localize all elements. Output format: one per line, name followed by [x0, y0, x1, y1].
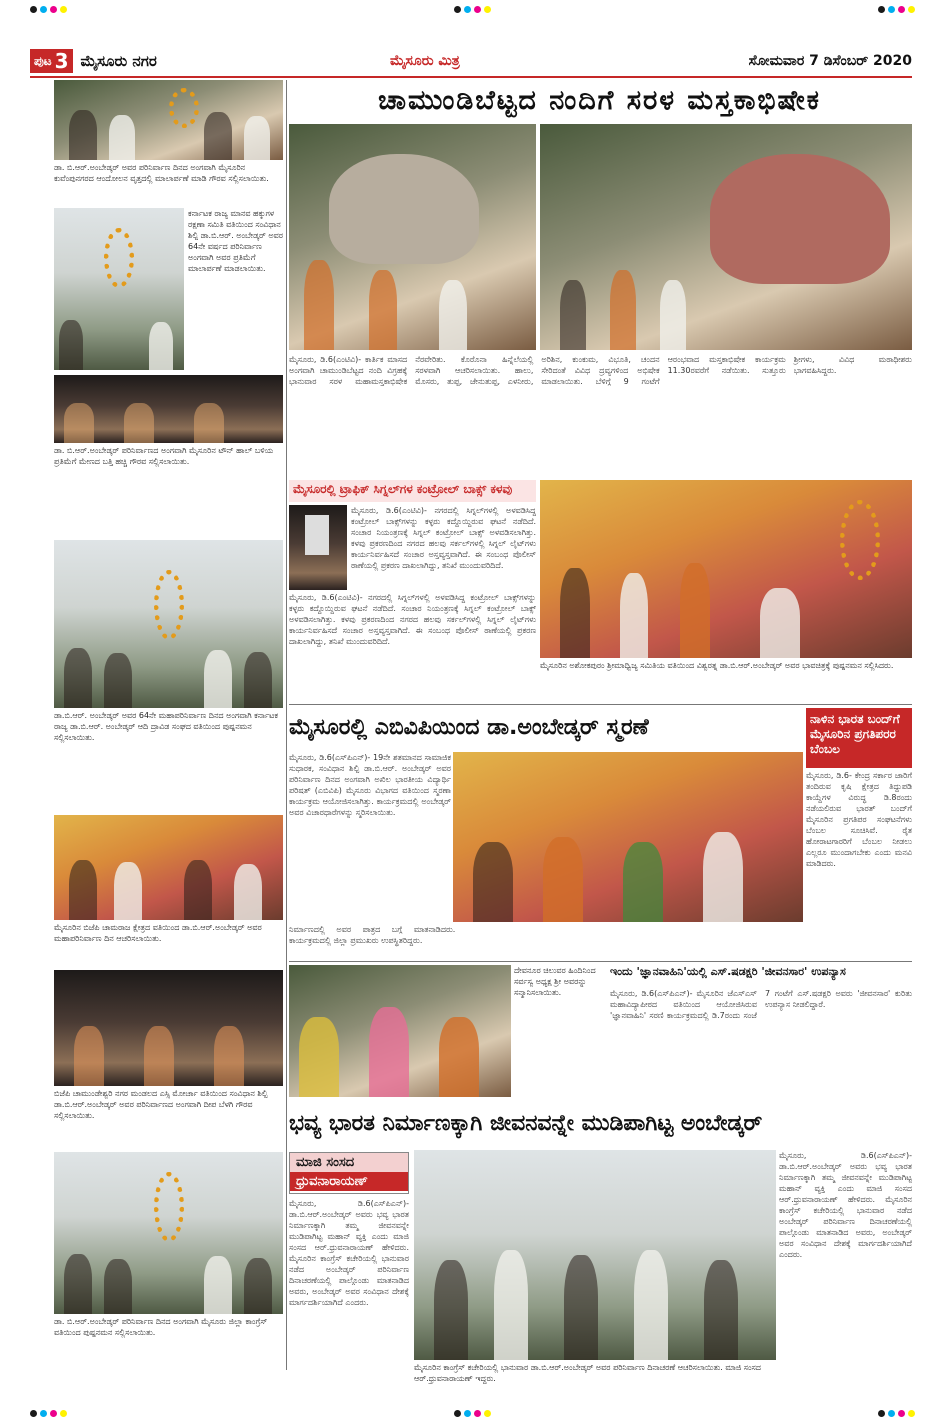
headline-abvp: ಮೈಸೂರಲ್ಲಿ ಎಬಿವಿಪಿಯಿಂದ ಡಾ.ಅಂಬೇಡ್ಕರ್ ಸ್ಮರಣೆ	[289, 715, 649, 740]
box-line-1: ಮಾಜಿ ಸಂಸದ	[290, 1153, 408, 1172]
photo-signal-box	[289, 505, 347, 590]
top-registration-marks	[30, 6, 915, 16]
story-abvp: ಮೈಸೂರು, ಡಿ.6(ಎಸ್‌ಪಿಎನ್)- 19ನೇ ಶತಮಾನದ ಸಾಮಾಜಿಕ ಸುಧಾರಕ, ಸಂವಿಧಾನ ಶಿಲ್ಪಿ ಡಾ.ಬಿ.ಆರ್. ಅಂಬೇಡ್ಕರ್ ಅವರ ಪರಿನಿರ್ವಾಣ ದಿನದ ಅಂಗವಾಗಿ ಅಖಿಲ ಭಾರತೀಯ ವಿದ್ಯಾರ್ಥಿ ಪರಿಷತ್ (ಎಬಿವಿಪಿ) ಮೈಸೂರು ವಿಭಾಗದ ವತಿಯಿಂದ ಸ್ಮರಣಾ ಕಾರ್ಯಕ್ರಮ ಆಯೋಜಿಸಲಾಗಿತ್ತು. ಕಾರ್ಯಕ್ರಮದಲ್ಲಿ ಅಂಬೇಡ್ಕರ್ ಅವರ ವಿಚಾರಧಾರೆಗಳನ್ನು ಸ್ಮರಿಸಲಾಯಿತು.	[289, 753, 451, 817]
story-bhavya-col1: ಮೈಸೂರು, ಡಿ.6(ಎಸ್‌ಪಿಎನ್)- ಡಾ.ಬಿ.ಆರ್.ಅಂಬೇಡ್ಕರ್ ಅವರು ಭವ್ಯ ಭಾರತ ನಿರ್ಮಾಣಕ್ಕಾಗಿ ತಮ್ಮ ಜೀವನವನ್ನೇ ಮುಡಿಪಾಗಿಟ್ಟ ಮಹಾನ್ ವ್ಯಕ್ತಿ ಎಂದು ಮಾಜಿ ಸಂಸದ ಆರ್.ಧ್ರುವನಾರಾಯಣ್ ಹೇಳಿದರು. ಮೈಸೂರಿನ ಕಾಂಗ್ರೆಸ್ ಕಚೇರಿಯಲ್ಲಿ ಭಾನುವಾರ ನಡೆದ ಅಂಬೇಡ್ಕರ್ ಪರಿನಿರ್ವಾಣ ದಿನಾಚರಣೆಯಲ್ಲಿ ಪಾಲ್ಗೊಂಡು ಮಾತನಾಡಿದ ಅವರು, ಅಂಬೇಡ್ಕರ್ ಅವರ ಸಂವಿಧಾನ ದೇಶಕ್ಕೆ ಮಾರ್ಗದರ್ಶಿಯಾಗಿದೆ ಎಂದರು.	[289, 1199, 409, 1307]
photo-swamiji-felicitation	[289, 965, 511, 1097]
column-divider	[286, 80, 287, 1370]
page-label: ಪುಟ	[34, 53, 52, 68]
photo-ashokapuram-event	[540, 480, 912, 658]
headline-gnanavahini: ಇಂದು 'ಜ್ಞಾನವಾಹಿನಿ'ಯಲ್ಲಿ ಎಸ್.ಷಡಕ್ಷರಿ 'ಜೀವನಸಾರ' ಉಪನ್ಯಾಸ	[610, 965, 846, 978]
headline-bhavya: ಭವ್ಯ ಭಾರತ ನಿರ್ಮಾಣಕ್ಕಾಗಿ ಜೀವನವನ್ನೇ ಮುಡಿಪಾಗಿಟ್ಟ ಅಂಬೇಡ್ಕರ್	[289, 1111, 763, 1136]
caption-7: ಡಾ. ಬಿ.ಆರ್.ಅಂಬೇಡ್ಕರ್ ಪರಿನಿರ್ವಾಣ ದಿನದ ಅಂಗವಾಗಿ ಮೈಸೂರು ಜಿಲ್ಲಾ ಕಾಂಗ್ರೆಸ್ ವತಿಯಿಂದ ಪುಷ್ಪನಮನ ಸಲ್ಲಿಸಲಾಯಿತು.	[54, 1317, 268, 1337]
caption-4: ಡಾ.ಬಿ.ಆರ್. ಅಂಬೇಡ್ಕರ್ ಅವರ 64ನೇ ಮಹಾಪರಿನಿರ್ವಾಣ ದಿನದ ಅಂಗವಾಗಿ ಕರ್ನಾಟಕ ರಾಜ್ಯ ಡಾ.ಬಿ.ಆರ್. ಅಂಬೇಡ್ಕರ್ ಆದಿ ದ್ರಾವಿಡ ಸಂಘದ ವತಿಯಿಂದ ಪುಷ್ಪನಮನ ಸಲ್ಲಿಸಲಾಯಿತು.	[54, 711, 278, 742]
caption-3: ಡಾ. ಬಿ.ಆರ್.ಅಂಬೇಡ್ಕರ್ ಪರಿನಿರ್ವಾಣದ ಅಂಗವಾಗಿ ಮೈಸೂರಿನ ಟೌನ್ ಹಾಲ್ ಬಳಿಯ ಪ್ರತಿಮೆಗೆ ಮೇಣದ ಬತ್ತಿ ಹಚ್ಚಿ ಗೌರವ ಸಲ್ಲಿಸಲಾಯಿತು.	[54, 446, 274, 466]
story-traffic-top: ಮೈಸೂರು, ಡಿ.6(ಎಂಟಿವಿ)- ನಗರದಲ್ಲಿ ಸಿಗ್ನಲ್‌ಗಳಲ್ಲಿ ಅಳವಡಿಸಿದ್ದ ಕಂಟ್ರೋಲ್ ಬಾಕ್ಸ್‌ಗಳನ್ನು ಕಳ್ಳರು ಕದ್ದೊಯ್ದಿರುವ ಘಟನೆ ನಡೆದಿದೆ. ಸಂಚಾರ ನಿಯಂತ್ರಣಕ್ಕೆ ಸಿಗ್ನಲ್ ಕಂಟ್ರೋಲ್ ಬಾಕ್ಸ್ ಅಳವಡಿಸಲಾಗಿತ್ತು. ಕಳವು ಪ್ರಕರಣದಿಂದ ನಗರದ ಹಲವು ಸರ್ಕಲ್‌ಗಳಲ್ಲಿ ಸಿಗ್ನಲ್ ಲೈಟ್‌ಗಳು ಕಾರ್ಯನಿರ್ವಹಿಸದೆ ಸಂಚಾರ ಅಸ್ತವ್ಯಸ್ತವಾಗಿದೆ. ಈ ಸಂಬಂಧ ಪೊಲೀಸ್ ಠಾಣೆಯಲ್ಲಿ ಪ್ರಕರಣ ದಾಖಲಾಗಿದ್ದು, ತನಿಖೆ ಮುಂದುವರಿದಿದೆ.	[351, 506, 536, 570]
page-header	[30, 47, 912, 75]
section-name: ಮೈಸೂರು ನಗರ	[80, 52, 157, 70]
headline-traffic: ಮೈಸೂರಲ್ಲಿ ಟ್ರಾಫಿಕ್ ಸಿಗ್ನಲ್‌ಗಳ ಕಂಟ್ರೋಲ್ ಬಾಕ್ಸ್ ಕಳವು	[289, 480, 536, 502]
page-number: 3	[54, 49, 69, 73]
headline-bandh: ನಾಳಿನ ಭಾರತ ಬಂದ್‌ಗೆ ಮೈಸೂರಿನ ಪ್ರಗತಿಪರರ ಬೆಂಬಲ	[806, 708, 912, 768]
page-number-badge	[30, 49, 73, 73]
caption-1: ಡಾ. ಬಿ.ಆರ್.ಅಂಬೇಡ್ಕರ್ ಅವರ ಪರಿನಿರ್ವಾಣ ದಿನದ ಅಂಗವಾಗಿ ಮೈಸೂರಿನ ಕುವೆಂಪುನಗರದ ಆಂದೋಲನ ವೃತ್ತದಲ್ಲಿ ಮಾಲಾರ್ಪಣೆ ಮಾಡಿ ಗೌರವ ಸಲ್ಲಿಸಲಾಯಿತು.	[54, 163, 269, 183]
photo-lamp-lighting	[54, 970, 283, 1086]
photo-statue-tribute-1	[54, 80, 283, 160]
story-bandh: ಮೈಸೂರು, ಡಿ.6- ಕೇಂದ್ರ ಸರ್ಕಾರ ಜಾರಿಗೆ ತಂದಿರುವ ಕೃಷಿ ಕ್ಷೇತ್ರದ ತಿದ್ದುಪಡಿ ಕಾಯ್ದೆಗಳ ವಿರುದ್ಧ ಡಿ.8ರಂದು ನಡೆಯಲಿರುವ ಭಾರತ್ ಬಂದ್‌ಗೆ ಮೈಸೂರಿನ ಪ್ರಗತಿಪರ ಸಂಘಟನೆಗಳು ಬೆಂಬಲ ಸೂಚಿಸಿವೆ. ರೈತ ಹೋರಾಟಗಾರರಿಗೆ ಬೆಂಬಲ ನೀಡಲು ಎಲ್ಲರೂ ಮುಂದಾಗಬೇಕು ಎಂದು ಮನವಿ ಮಾಡಿದರು.	[806, 771, 912, 868]
caption-6: ಬಿಜೆಪಿ ಚಾಮುಂಡೇಶ್ವರಿ ನಗರ ಮಂಡಲದ ಎಸ್ಸಿ ಮೋರ್ಚಾ ವತಿಯಿಂದ ಸಂವಿಧಾನ ಶಿಲ್ಪಿ ಡಾ.ಬಿ.ಆರ್.ಅಂಬೇಡ್ಕರ್ ಅವರ ಪರಿನಿರ್ವಾಣದ ಅಂಗವಾಗಿ ದೀಪ ಬೆಳಗಿ ಗೌರವ ಸಲ್ಲಿಸಲಾಯಿತು.	[54, 1089, 268, 1120]
header-rule	[30, 76, 912, 78]
caption-10: ದೇವನೂರ ಚಿಲುವರ ಹಿಂದಿನಿಂದ ಸರ್ವಸ್ವ ಅಧ್ಯಕ್ಷ ಶ್ರೀ ಅವರನ್ನು ಸನ್ಮಾನಿಸಲಾಯಿತು.	[514, 966, 596, 997]
divider-2	[289, 961, 912, 962]
bottom-registration-marks	[30, 1410, 915, 1420]
caption-11: ಮೈಸೂರಿನ ಕಾಂಗ್ರೆಸ್ ಕಚೇರಿಯಲ್ಲಿ ಭಾನುವಾರ ಡಾ.ಬಿ.ಆರ್.ಅಂಬೇಡ್ಕರ್ ಅವರ ಪರಿನಿರ್ವಾಣ ದಿನಾಚರಣೆ ಆಚರಿಸಲಾಯಿತು. ಮಾಜಿ ಸಂಸದ ಆರ್.ಧ್ರುವನಾರಾಯಣ್ ಇದ್ದರು.	[414, 1363, 761, 1383]
photo-abvp-event	[453, 752, 803, 922]
caption-8: ಮೈಸೂರಿನ ಅಶೋಕಪುರಂ ಶ್ರೀಮಾಧ್ವಿಜ್ಯ ಸಮಿತಿಯ ವತಿಯಿಂದ ವಿಶ್ವರತ್ನ ಡಾ.ಬಿ.ಆರ್.ಅಂಬೇಡ್ಕರ್ ಅವರ ಭಾವಚಿತ್ರಕ್ಕೆ ಪುಷ್ಪನಮನ ಸಲ್ಲಿಸಿದರು.	[540, 661, 894, 670]
story-traffic-more: ಮೈಸೂರು, ಡಿ.6(ಎಂಟಿವಿ)- ನಗರದಲ್ಲಿ ಸಿಗ್ನಲ್‌ಗಳಲ್ಲಿ ಅಳವಡಿಸಿದ್ದ ಕಂಟ್ರೋಲ್ ಬಾಕ್ಸ್‌ಗಳನ್ನು ಕಳ್ಳರು ಕದ್ದೊಯ್ದಿರುವ ಘಟನೆ ನಡೆದಿದೆ. ಸಂಚಾರ ನಿಯಂತ್ರಣಕ್ಕೆ ಸಿಗ್ನಲ್ ಕಂಟ್ರೋಲ್ ಬಾಕ್ಸ್ ಅಳವಡಿಸಲಾಗಿತ್ತು. ಕಳವು ಪ್ರಕರಣದಿಂದ ನಗರದ ಹಲವು ಸರ್ಕಲ್‌ಗಳಲ್ಲಿ ಸಿಗ್ನಲ್ ಲೈಟ್‌ಗಳು ಕಾರ್ಯನಿರ್ವಹಿಸದೆ ಸಂಚಾರ ಅಸ್ತವ್ಯಸ್ತವಾಗಿದೆ. ಈ ಸಂಬಂಧ ಪೊಲೀಸ್ ಠಾಣೆಯಲ್ಲಿ ಪ್ರಕರಣ ದಾಖಲಾಗಿದ್ದು, ತನಿಖೆ ಮುಂದುವರಿದಿದೆ.	[289, 593, 536, 646]
box-line-2: ಧ್ರುವನಾರಾಯಣ್	[290, 1172, 408, 1191]
issue-date: ಸೋಮವಾರ 7 ಡಿಸೆಂಬರ್ 2020	[748, 53, 912, 69]
caption-2: ಕರ್ನಾಟಕ ರಾಜ್ಯ ಮಾನವ ಹಕ್ಕುಗಳ ರಕ್ಷಣಾ ಸಮಿತಿ ವತಿಯಿಂದ ಸಂವಿಧಾನ ಶಿಲ್ಪಿ ಡಾ.ಬಿ.ಆರ್. ಅಂಬೇಡ್ಕರ್ ಅವರ 64ನೇ ವರ್ಷದ ಪರಿನಿರ್ವಾಣ ಅಂಗವಾಗಿ ಅವರ ಪ್ರತಿಮೆಗೆ ಮಾಲಾರ್ಪಣೆ ಮಾಡಲಾಯಿತು.	[188, 209, 283, 273]
caption-5: ಮೈಸೂರಿನ ಬಿಜೆಪಿ ಚಾಮರಾಜ ಕ್ಷೇತ್ರದ ವತಿಯಿಂದ ಡಾ.ಬಿ.ಆರ್.ಅಂಬೇಡ್ಕರ್ ಅವರ ಮಹಾಪರಿನಿರ್ವಾಣ ದಿನ ಆಚರಿಸಲಾಯಿತು.	[54, 923, 262, 943]
photo-statue-tribute-2	[54, 208, 184, 370]
headline-nandi: ಚಾಮುಂಡಿಬೆಟ್ಟದ ನಂದಿಗೆ ಸರಳ ಮಸ್ತಕಾಭಿಷೇಕ	[378, 85, 821, 116]
story-bhavya-col2: ಮೈಸೂರು, ಡಿ.6(ಎಸ್‌ಪಿಎನ್)- ಡಾ.ಬಿ.ಆರ್.ಅಂಬೇಡ್ಕರ್ ಅವರು ಭವ್ಯ ಭಾರತ ನಿರ್ಮಾಣಕ್ಕಾಗಿ ತಮ್ಮ ಜೀವನವನ್ನೇ ಮುಡಿಪಾಗಿಟ್ಟ ಮಹಾನ್ ವ್ಯಕ್ತಿ ಎಂದು ಮಾಜಿ ಸಂಸದ ಆರ್.ಧ್ರುವನಾರಾಯಣ್ ಹೇಳಿದರು. ಮೈಸೂರಿನ ಕಾಂಗ್ರೆಸ್ ಕಚೇರಿಯಲ್ಲಿ ಭಾನುವಾರ ನಡೆದ ಅಂಬೇಡ್ಕರ್ ಪರಿನಿರ್ವಾಣ ದಿನಾಚರಣೆಯಲ್ಲಿ ಪಾಲ್ಗೊಂಡು ಮಾತನಾಡಿದ ಅವರು, ಅಂಬೇಡ್ಕರ್ ಅವರ ಸಂವಿಧಾನ ದೇಶಕ್ಕೆ ಮಾರ್ಗದರ್ಶಿಯಾಗಿದೆ ಎಂದರು.	[779, 1151, 912, 1259]
photo-bjp-tribute	[54, 815, 283, 920]
photo-congress-tribute	[54, 1152, 283, 1314]
photo-candle-tribute	[54, 375, 283, 443]
story-nandi: ಮೈಸೂರು, ಡಿ.6(ಎಂಟಿವಿ)- ಕಾರ್ತಿಕ ಮಾಸದ ಅಂಗವಾಗಿ ಚಾಮುಂಡಿಬೆಟ್ಟದ ನಂದಿ ವಿಗ್ರಹಕ್ಕೆ ಭಾನುವಾರ ಸರಳ ಮಹಾಮಸ್ತಕಾಭಿಷೇಕ ನೆರವೇರಿತು. ಕೊರೊನಾ ಹಿನ್ನೆಲೆಯಲ್ಲಿ ಸರಳವಾಗಿ ಆಚರಿಸಲಾಯಿತು. ಹಾಲು, ಮೊಸರು, ತುಪ್ಪ, ಜೇನುತುಪ್ಪ, ಎಳನೀರು, ಅರಿಶಿನ, ಕುಂಕುಮ, ವಿಭೂತಿ, ಚಂದನ ಸೇರಿದಂತೆ ವಿವಿಧ ದ್ರವ್ಯಗಳಿಂದ ಅಭಿಷೇಕ ಮಾಡಲಾಯಿತು. ಬೆಳಿಗ್ಗೆ 9 ಗಂಟೆಗೆ ಆರಂಭವಾದ ಮಸ್ತಕಾಭಿಷೇಕ ಕಾರ್ಯಕ್ರಮ 11.30ರವರೆಗೆ ನಡೆಯಿತು. ಸುತ್ತೂರು ಶ್ರೀಗಳು, ವಿವಿಧ ಮಠಾಧೀಶರು ಭಾಗವಹಿಸಿದ್ದರು.	[289, 355, 912, 386]
photo-nandi-abhisheka-2	[540, 124, 912, 350]
paper-name: ಮೈಸೂರು ಮಿತ್ರ	[390, 53, 460, 69]
caption-9: ನಿರ್ಮಾಣದಲ್ಲಿ ಅವರ ಪಾತ್ರದ ಬಗ್ಗೆ ಮಾತನಾಡಿದರು. ಕಾರ್ಯಕ್ರಮದಲ್ಲಿ ಜಿಲ್ಲಾ ಪ್ರಮುಖರು ಉಪಸ್ಥಿತರಿದ್ದರು.	[289, 925, 456, 945]
photo-statue-tribute-3	[54, 540, 283, 708]
photo-nandi-abhisheka-1	[289, 124, 536, 350]
divider-1	[289, 704, 912, 705]
story-gnanavahini: ಮೈಸೂರು, ಡಿ.6(ಎಸ್‌ಪಿಎನ್)- ಮೈಸೂರಿನ ಜೆಎಸ್‌ಎಸ್ ಮಹಾವಿದ್ಯಾಪೀಠದ ವತಿಯಿಂದ ಆಯೋಜಿಸಿರುವ 'ಜ್ಞಾನವಾಹಿನಿ' ಸರಣಿ ಕಾರ್ಯಕ್ರಮದಲ್ಲಿ ಡಿ.7ರಂದು ಸಂಜೆ 7 ಗಂಟೆಗೆ ಎಸ್.ಷಡಕ್ಷರಿ ಅವರು 'ಜೀವನಸಾರ' ಕುರಿತು ಉಪನ್ಯಾಸ ನೀಡಲಿದ್ದಾರೆ.	[610, 989, 912, 1020]
photo-congress-office	[414, 1150, 776, 1360]
box-dhruvanarayan	[289, 1152, 409, 1194]
